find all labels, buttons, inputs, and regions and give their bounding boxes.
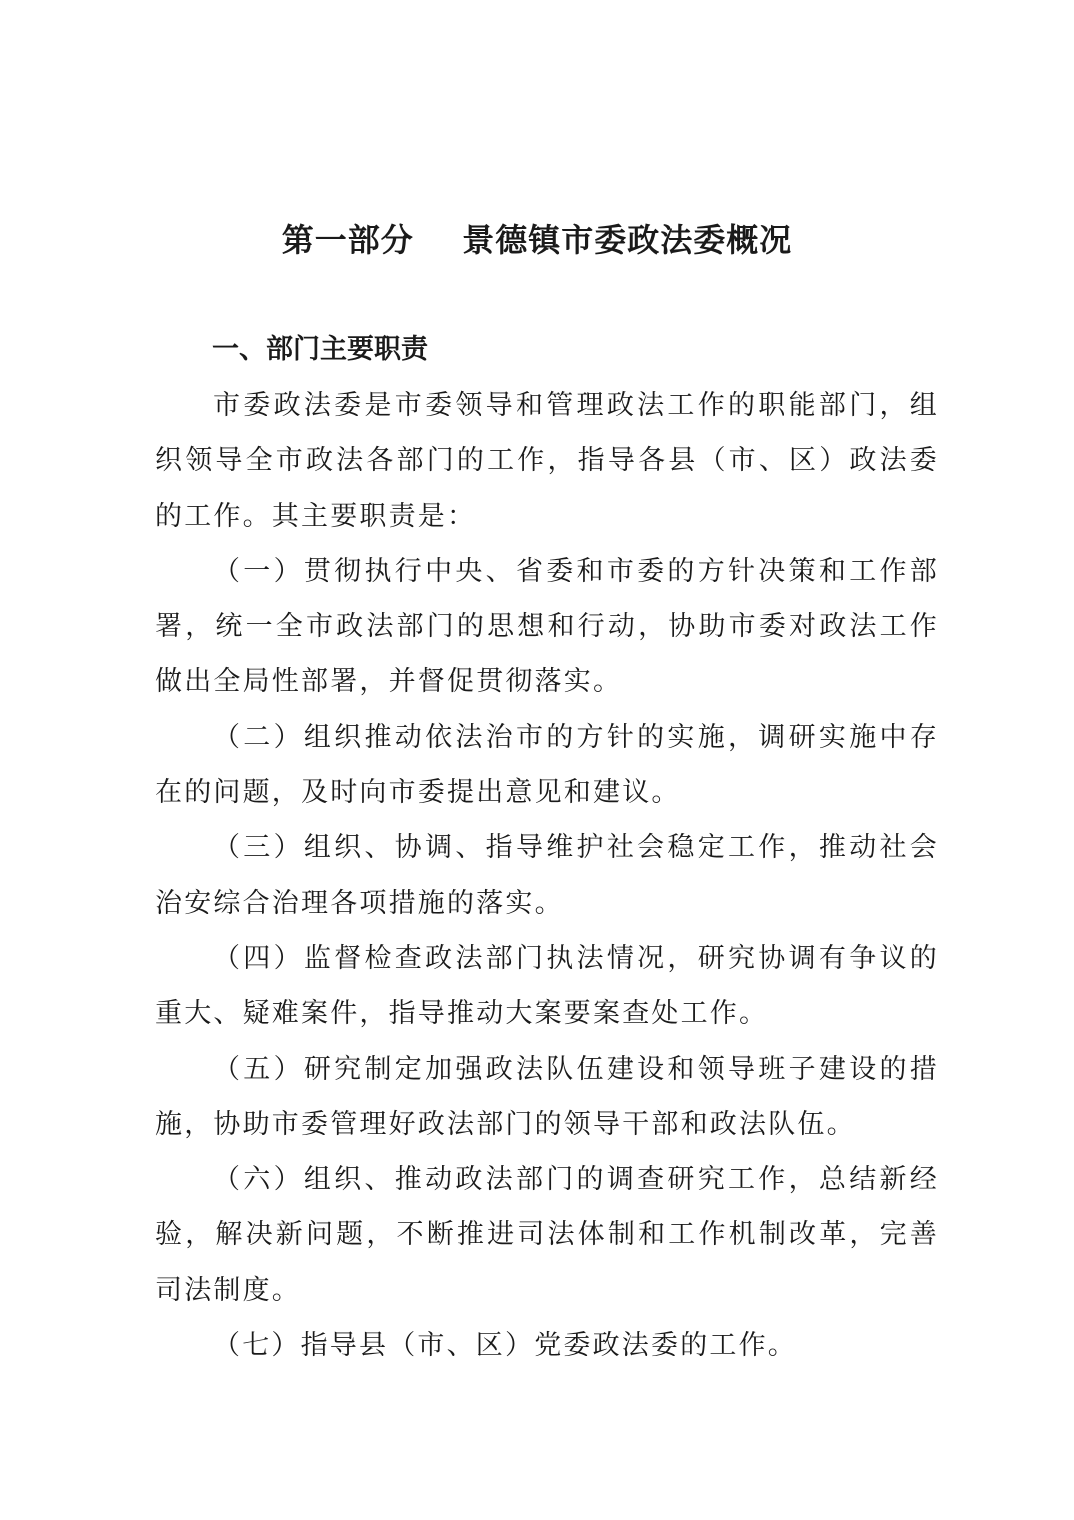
paragraph-item-3: （三）组织、协调、指导维护社会稳定工作，推动社会治安综合治理各项措施的落实。 — [155, 832, 939, 919]
paragraph-item-5: （五）研究制定加强政法队伍建设和领导班子建设的措施，协助市委管理好政法部门的领导干部和政法队伍。 — [155, 1053, 939, 1140]
paragraph-item-2: （二）组织推动依法治市的方针的实施，调研实施中存在的问题，及时向市委提出意见和建议。 — [155, 721, 939, 809]
section-heading: 一、部门主要职责 — [212, 334, 428, 365]
paragraph-item-6: （六）组织、推动政法部门的调查研究工作，总结新经验，解决新问题，不断推进司法体制和工作机制改革，完善司法制度。 — [155, 1164, 939, 1306]
document-body — [155, 378, 939, 1373]
document-title: 第一部分 景德镇市委政法委概况 — [281, 221, 793, 259]
paragraph-item-7: （七）指导县（市、区）党委政法委的工作。 — [213, 1330, 797, 1362]
paragraph-item-4: （四）监督检查政法部门执法情况，研究协调有争议的重大、疑难案件，指导推动大案要案查处工作。 — [155, 942, 939, 1030]
paragraph-intro: 市委政法委是市委领导和管理政法工作的职能部门，组织领导全市政法各部门的工作，指导各县（市、区）政法委的工作。其主要职责是： — [155, 390, 939, 532]
paragraph-item-1: （一）贯彻执行中央、省委和市委的方针决策和工作部署，统一全市政法部门的思想和行动，协助市委对政法工作做出全局性部署，并督促贯彻落实。 — [155, 555, 939, 698]
